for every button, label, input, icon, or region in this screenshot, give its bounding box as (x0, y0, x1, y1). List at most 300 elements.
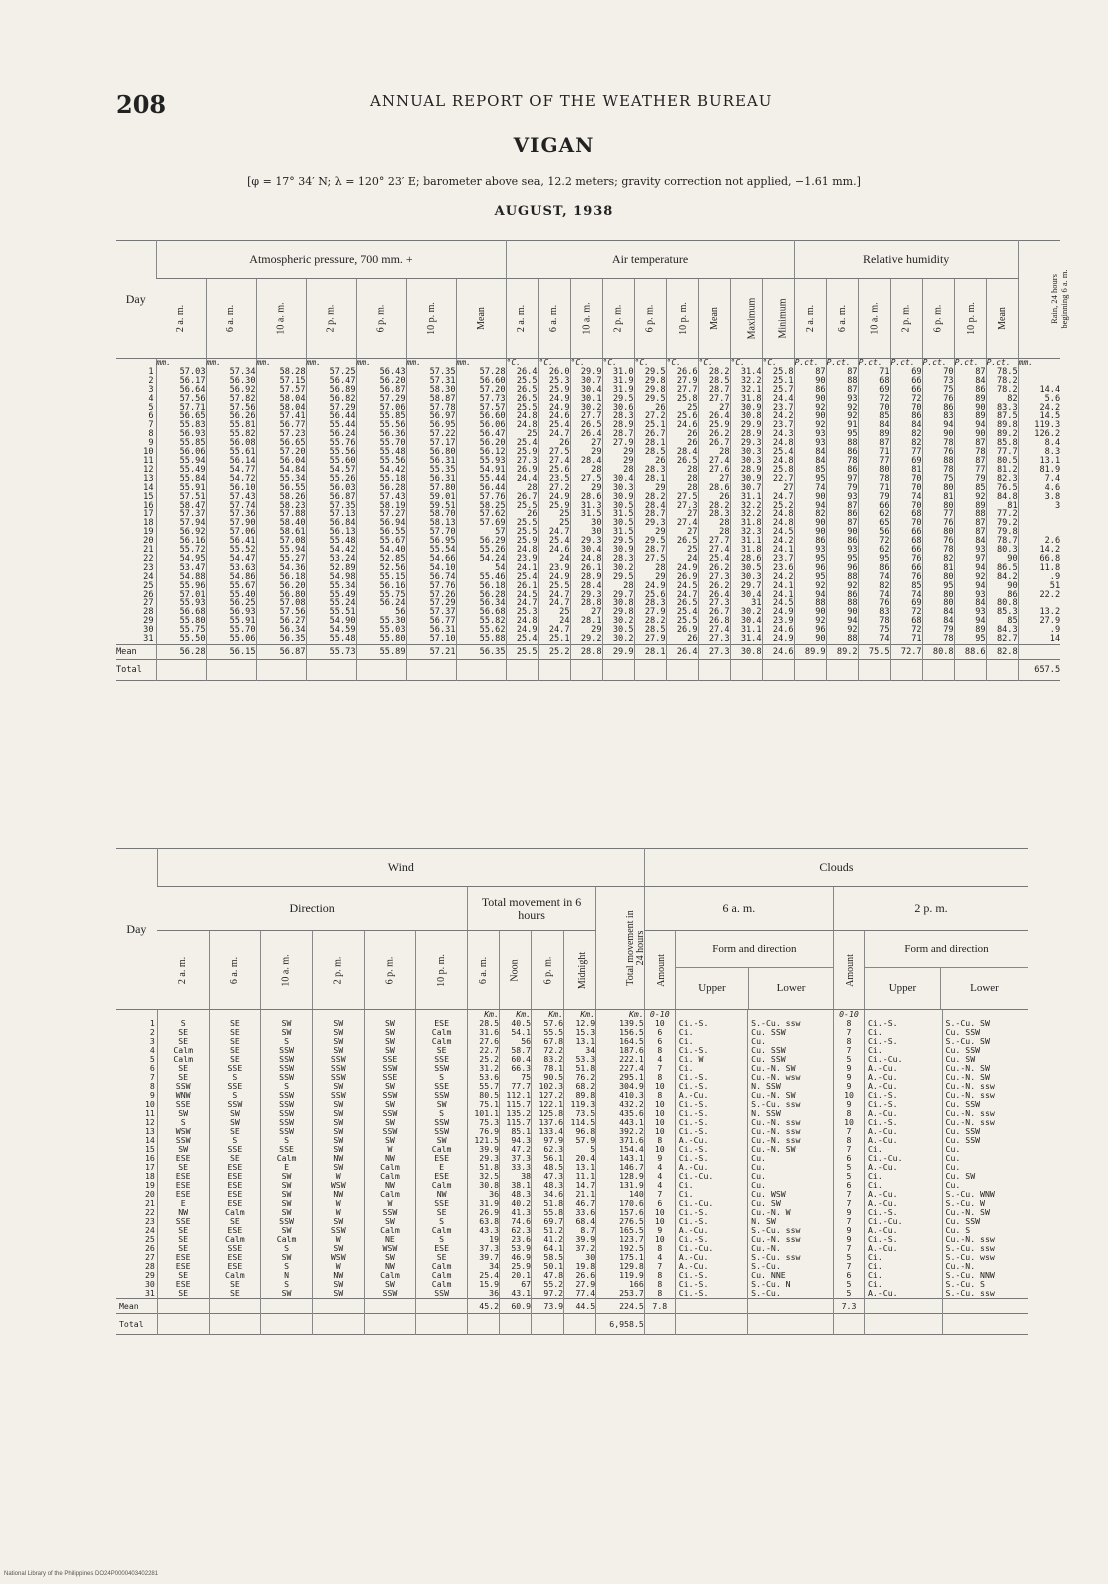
value-cell: S (416, 1073, 468, 1082)
value-cell: 7 (833, 1046, 864, 1055)
value-cell: 24.7 (762, 493, 794, 502)
value-cell: 392.2 (596, 1127, 645, 1136)
value-cell: 25.8 (666, 395, 698, 404)
value-cell: 33.6 (564, 1208, 596, 1217)
upper-label: Upper (865, 968, 941, 1009)
value-cell: 56.87 (356, 386, 406, 395)
value-cell: 14.5 (1018, 412, 1060, 421)
value-cell: 81 (890, 466, 922, 475)
value-cell: 24.9 (538, 493, 570, 502)
value-cell (1018, 368, 1060, 377)
value-cell: 170.6 (596, 1199, 645, 1208)
value-cell: Ci. (865, 1046, 943, 1055)
value-cell: 28 (666, 475, 698, 484)
value-cell: Calm (416, 1145, 468, 1154)
value-cell: 7 (833, 1028, 864, 1037)
value-cell: 28 (698, 519, 730, 528)
value-cell: 26.7 (698, 439, 730, 448)
value-cell: 47.3 (532, 1172, 564, 1181)
value-cell: 27 (570, 439, 602, 448)
value-cell: SE (157, 1028, 209, 1037)
value-cell: 15.9 (467, 1280, 499, 1289)
value-cell: SW (312, 1100, 364, 1109)
value-cell: S (261, 1037, 313, 1046)
value-cell: .9 (1018, 573, 1060, 582)
value-cell: 3 (1018, 502, 1060, 511)
value-cell: 54.88 (156, 573, 206, 582)
value-cell: Cu.-N. SW (942, 1064, 1028, 1073)
value-cell: 19.8 (564, 1262, 596, 1271)
value-cell: SSE (209, 1082, 261, 1091)
value-cell: 25.4 (467, 1271, 499, 1280)
value-cell: 57.06 (206, 528, 256, 537)
value-cell: 78 (922, 635, 954, 644)
value-cell: 24.5 (762, 599, 794, 608)
unit-label: mm. (306, 359, 356, 368)
value-cell: 50.1 (532, 1262, 564, 1271)
day-cell: 20 (144, 1189, 155, 1199)
value-cell: ESE (157, 1154, 209, 1163)
value-cell: 81 (922, 493, 954, 502)
value-cell: 28.6 (570, 493, 602, 502)
value-cell: 86 (826, 591, 858, 600)
value-cell: 74 (858, 573, 890, 582)
value-cell: 68.2 (564, 1082, 596, 1091)
value-cell: 156.5 (596, 1028, 645, 1037)
value-cell: 89 (858, 430, 890, 439)
value-cell: 81 (986, 502, 1018, 511)
value-cell: 25.1 (634, 421, 666, 430)
value-cell: 29.3 (730, 439, 762, 448)
clouds-group-header: Clouds (644, 849, 1028, 887)
value-cell: Cu. SSW (942, 1127, 1028, 1136)
value-cell: 56.77 (406, 617, 456, 626)
mean-cell: 56.35 (456, 645, 506, 660)
value-cell: 25.6 (538, 466, 570, 475)
value-cell: 57.22 (406, 430, 456, 439)
value-cell: 10 (644, 1100, 675, 1109)
value-cell: 31.1 (730, 626, 762, 635)
value-cell: 30.2 (602, 635, 634, 644)
value-cell: 24.1 (762, 591, 794, 600)
value-cell: Ci.-S. (675, 1109, 747, 1118)
unit-label: mm. (456, 359, 506, 368)
value-cell: S.-Cu. ssw (748, 1019, 834, 1028)
value-cell: 24.1 (762, 546, 794, 555)
unit-label: °C. (538, 359, 570, 368)
value-cell: 187.6 (596, 1046, 645, 1055)
value-cell: 71 (858, 484, 890, 493)
value-cell: 54.47 (206, 555, 256, 564)
value-cell: S.-Cu. ssw (748, 1253, 834, 1262)
value-cell: Ci. (675, 1064, 747, 1073)
value-cell: Calm (416, 1028, 468, 1037)
value-cell: 87 (826, 502, 858, 511)
value-cell: 57.90 (206, 519, 256, 528)
value-cell: 55.80 (156, 617, 206, 626)
value-cell: 55.56 (306, 448, 356, 457)
t1-column-header: Mean (456, 279, 506, 359)
value-cell: 126.2 (1018, 430, 1060, 439)
value-cell: 56.18 (456, 582, 506, 591)
value-cell: 13.1 (1018, 457, 1060, 466)
value-cell: 28.9 (602, 421, 634, 430)
value-cell: 10 (833, 1091, 864, 1100)
value-cell: 47.2 (500, 1145, 532, 1154)
value-cell: 28.3 (602, 555, 634, 564)
value-cell: Ci.-S. (675, 1208, 747, 1217)
value-cell: SW (312, 1019, 364, 1028)
day-cell: 18 (143, 518, 154, 529)
value-cell: NW (312, 1271, 364, 1280)
value-cell: 13.1 (564, 1163, 596, 1172)
value-cell: SW (312, 1145, 364, 1154)
day-cell: 2 (148, 375, 154, 386)
value-cell: 97 (954, 555, 986, 564)
value-cell: 46.9 (500, 1253, 532, 1262)
value-cell: 89.8 (564, 1091, 596, 1100)
value-cell: SE (209, 1217, 261, 1226)
value-cell: 24.8 (762, 457, 794, 466)
wind-group-header: Wind (157, 849, 644, 887)
value-cell: 66 (858, 502, 890, 511)
value-cell: SE (416, 1046, 468, 1055)
value-cell: 28 (698, 448, 730, 457)
value-cell: 78.5 (986, 368, 1018, 377)
value-cell: 28.7 (634, 510, 666, 519)
value-cell: 94 (954, 617, 986, 626)
value-cell: 57.6 (532, 1019, 564, 1028)
value-cell: 115.7 (500, 1100, 532, 1109)
value-cell: 57.78 (406, 404, 456, 413)
value-cell: 25.9 (500, 1262, 532, 1271)
value-cell: Ci.-S. (865, 1019, 943, 1028)
value-cell: 72 (890, 626, 922, 635)
value-cell: 9 (833, 1226, 864, 1235)
value-cell: 72 (858, 395, 890, 404)
value-cell: 86 (986, 591, 1018, 600)
day-cell: 26 (144, 1243, 155, 1253)
value-cell: 90 (954, 430, 986, 439)
value-cell: 101.1 (467, 1109, 499, 1118)
value-cell: 33.3 (500, 1163, 532, 1172)
value-cell: 76 (922, 395, 954, 404)
mean-cell: 27.3 (698, 645, 730, 660)
day-cell: 10 (144, 1099, 155, 1109)
t1-column-header: 2 a. m. (506, 279, 538, 359)
value-cell: 86.5 (986, 564, 1018, 573)
value-cell: 30.5 (730, 564, 762, 573)
t1-column-header: Mean (986, 279, 1018, 359)
value-cell: 23.6 (762, 564, 794, 573)
value-cell: 135.2 (500, 1109, 532, 1118)
value-cell: SSW (312, 1073, 364, 1082)
value-cell: 10 (644, 1109, 675, 1118)
table-row (116, 1262, 1028, 1271)
value-cell: 24.2 (1018, 404, 1060, 413)
value-cell: 55.34 (306, 582, 356, 591)
value-cell: 86 (794, 537, 826, 546)
value-cell: SSW (261, 1118, 313, 1127)
value-cell: 24.8 (506, 617, 538, 626)
total-cell (698, 660, 730, 681)
value-cell: 24.5 (762, 528, 794, 537)
value-cell: 6 (833, 1181, 864, 1190)
value-cell: 84 (858, 421, 890, 430)
value-cell: 87 (954, 457, 986, 466)
value-cell: 85 (794, 466, 826, 475)
movement-group-header: Total movement in 6 hours (467, 887, 595, 931)
value-cell: 7 (833, 1190, 864, 1199)
value-cell: 31.4 (730, 635, 762, 644)
value-cell: 57.35 (406, 368, 456, 377)
value-cell: 57.74 (206, 502, 256, 511)
value-cell: 14.2 (1018, 546, 1060, 555)
value-cell: SW (312, 1136, 364, 1145)
value-cell: 55.82 (456, 617, 506, 626)
value-cell: S.-Cu. wsw (942, 1253, 1028, 1262)
value-cell: S (209, 1073, 261, 1082)
unit-label: Km. (500, 1010, 532, 1020)
value-cell: 24.8 (762, 510, 794, 519)
value-cell: 25 (666, 404, 698, 413)
value-cell: A.-Cu. (865, 1127, 943, 1136)
value-cell: 59.51 (406, 502, 456, 511)
value-cell: SW (261, 1190, 313, 1199)
value-cell: 58.26 (256, 493, 306, 502)
value-cell: 56.80 (256, 591, 306, 600)
value-cell: 55.76 (306, 439, 356, 448)
value-cell: Cu.-N. ssw (942, 1235, 1028, 1244)
value-cell: 80 (922, 591, 954, 600)
value-cell: 48.3 (532, 1181, 564, 1190)
value-cell: 6 (833, 1271, 864, 1280)
day-cell: 5 (149, 1054, 155, 1064)
value-cell: 26.5 (666, 537, 698, 546)
value-cell: 87 (826, 386, 858, 395)
value-cell: 27.3 (506, 457, 538, 466)
value-cell: 27.5 (538, 448, 570, 457)
value-cell: 23.5 (538, 475, 570, 484)
value-cell: 28.2 (634, 617, 666, 626)
mean-cell: 7.8 (644, 1299, 675, 1314)
value-cell: 26.5 (666, 599, 698, 608)
value-cell: 25 (538, 519, 570, 528)
value-cell: 25.9 (538, 386, 570, 395)
value-cell: A.-Cu. (865, 1109, 943, 1118)
value-cell: E (157, 1199, 209, 1208)
value-cell: SSW (261, 1091, 313, 1100)
value-cell: ESE (157, 1262, 209, 1271)
value-cell: 25.6 (666, 412, 698, 421)
value-cell: 56 (500, 1037, 532, 1046)
mean-cell: 56.87 (256, 645, 306, 660)
value-cell: 8 (833, 1109, 864, 1118)
value-cell: 56.89 (306, 386, 356, 395)
value-cell: 82 (858, 582, 890, 591)
movement-column-header: Midnight (564, 931, 596, 1010)
value-cell: 27.2 (634, 412, 666, 421)
value-cell: 5 (833, 1172, 864, 1181)
value-cell: W (312, 1235, 364, 1244)
rain-group-header: Rain, 24 hours beginning 6 a. m. (1018, 241, 1060, 359)
value-cell: 24.9 (506, 626, 538, 635)
value-cell: 164.5 (596, 1037, 645, 1046)
value-cell: Cu. SSW (942, 1046, 1028, 1055)
value-cell: 58.28 (256, 368, 306, 377)
day-cell: 25 (143, 580, 154, 591)
value-cell: Cu.-N. ssw (748, 1127, 834, 1136)
total-cell (506, 660, 538, 681)
value-cell: 24.1 (762, 582, 794, 591)
value-cell: 55.67 (206, 582, 256, 591)
value-cell: 82 (922, 555, 954, 564)
value-cell: S (157, 1118, 209, 1127)
value-cell: WSW (364, 1244, 416, 1253)
value-cell: 58.04 (256, 395, 306, 404)
value-cell: 84.8 (986, 493, 1018, 502)
value-cell: 56.12 (456, 448, 506, 457)
value-cell: 28.9 (730, 430, 762, 439)
value-cell: 93 (954, 608, 986, 617)
value-cell: 72 (890, 395, 922, 404)
value-cell: 14 (1018, 635, 1060, 644)
value-cell: SW (364, 1046, 416, 1055)
value-cell: Cu.-N. ssw (942, 1091, 1028, 1100)
value-cell: WSW (312, 1181, 364, 1190)
unit-label: P.ct. (794, 359, 826, 368)
value-cell: Ci.-S. (675, 1289, 747, 1299)
value-cell: SSE (157, 1217, 209, 1226)
value-cell: 29 (570, 626, 602, 635)
unit-label: 0-10 (644, 1010, 675, 1020)
day-cell: 9 (149, 1090, 155, 1100)
value-cell: 78 (858, 475, 890, 484)
value-cell: 58.04 (256, 404, 306, 413)
value-cell: 30.4 (602, 475, 634, 484)
value-cell: Calm (157, 1055, 209, 1064)
value-cell: 56.25 (206, 599, 256, 608)
day-cell: 15 (144, 1144, 155, 1154)
value-cell: 4 (644, 1055, 675, 1064)
value-cell: 30.9 (730, 404, 762, 413)
value-cell: 26 (666, 439, 698, 448)
value-cell: 68 (890, 510, 922, 519)
value-cell: 58.40 (256, 519, 306, 528)
value-cell: 94 (954, 582, 986, 591)
value-cell: 57.56 (206, 404, 256, 413)
value-cell: 95 (826, 430, 858, 439)
value-cell: 90 (794, 528, 826, 537)
value-cell: 93 (794, 439, 826, 448)
value-cell: 29.7 (730, 582, 762, 591)
day-cell: 30 (143, 625, 154, 636)
value-cell: Cu. (942, 1181, 1028, 1190)
value-cell: 55.46 (456, 573, 506, 582)
value-cell: 24.8 (506, 412, 538, 421)
t1-column-header: 10 p. m. (666, 279, 698, 359)
value-cell: A.-Cu. (675, 1226, 747, 1235)
total-cell (730, 660, 762, 681)
value-cell: 84 (890, 421, 922, 430)
value-cell: 28.1 (634, 475, 666, 484)
value-cell: 27.2 (538, 484, 570, 493)
value-cell: A.-Cu. (675, 1262, 747, 1271)
value-cell: 87 (954, 439, 986, 448)
value-cell: 55.48 (306, 635, 356, 644)
value-cell: 56.16 (156, 537, 206, 546)
value-cell: 67.8 (532, 1037, 564, 1046)
value-cell: 56.41 (206, 537, 256, 546)
value-cell: 55.18 (356, 475, 406, 484)
value-cell: 11.1 (564, 1172, 596, 1181)
value-cell: 24.5 (506, 591, 538, 600)
station-coordinates: [φ = 17° 34′ N; λ = 120° 23′ E; barometer above sea, 12.2 meters; gravity correction not applied, −1.61 mm.] (247, 175, 861, 188)
value-cell: 57.69 (456, 519, 506, 528)
value-cell: 96.8 (564, 1127, 596, 1136)
mean-cell: 28.1 (634, 645, 666, 660)
value-cell: 76.9 (467, 1127, 499, 1136)
value-cell: SSW (416, 1091, 468, 1100)
t1-column-header: 6 a. m. (826, 279, 858, 359)
direction-column-header: 6 a. m. (209, 931, 261, 1010)
value-cell: 43.1 (500, 1289, 532, 1299)
day-cell: 9 (148, 438, 154, 449)
value-cell: SSE (261, 1145, 313, 1154)
value-cell: SE (157, 1235, 209, 1244)
value-cell: Cu. (942, 1163, 1028, 1172)
value-cell: 95 (794, 573, 826, 582)
value-cell: 56.1 (532, 1154, 564, 1163)
value-cell: 80 (922, 573, 954, 582)
value-cell: 28.2 (634, 493, 666, 502)
value-cell: 56.29 (456, 537, 506, 546)
value-cell: 54.91 (456, 466, 506, 475)
value-cell: 28 (506, 484, 538, 493)
value-cell: 56.92 (206, 386, 256, 395)
value-cell: 24.8 (506, 546, 538, 555)
value-cell: 57.73 (456, 395, 506, 404)
value-cell: Calm (209, 1271, 261, 1280)
value-cell: 77.7 (986, 448, 1018, 457)
value-cell: 38 (500, 1172, 532, 1181)
value-cell: 70 (890, 484, 922, 493)
unit-label: P.ct. (986, 359, 1018, 368)
value-cell: 57.76 (456, 493, 506, 502)
total-cell (157, 1314, 209, 1335)
value-cell: 56 (858, 528, 890, 537)
value-cell: 26.4 (698, 412, 730, 421)
value-cell: Cu.-N. ssw (942, 1118, 1028, 1127)
value-cell: 55.94 (156, 457, 206, 466)
value-cell: 56.80 (406, 448, 456, 457)
value-cell: 6 (644, 1199, 675, 1208)
total-cell (602, 660, 634, 681)
value-cell: 56.36 (356, 430, 406, 439)
value-cell: 30.8 (467, 1181, 499, 1190)
value-cell: 78.2 (986, 377, 1018, 386)
value-cell: A.-Cu. (865, 1244, 943, 1253)
value-cell: 29 (634, 528, 666, 537)
value-cell: 28.5 (634, 448, 666, 457)
value-cell: 82 (986, 395, 1018, 404)
value-cell: 29.3 (634, 519, 666, 528)
value-cell: 31.1 (730, 493, 762, 502)
value-cell: 57.80 (406, 484, 456, 493)
value-cell: 55.62 (456, 626, 506, 635)
value-cell: 55.35 (406, 466, 456, 475)
value-cell: Cu.-N. (748, 1244, 834, 1253)
